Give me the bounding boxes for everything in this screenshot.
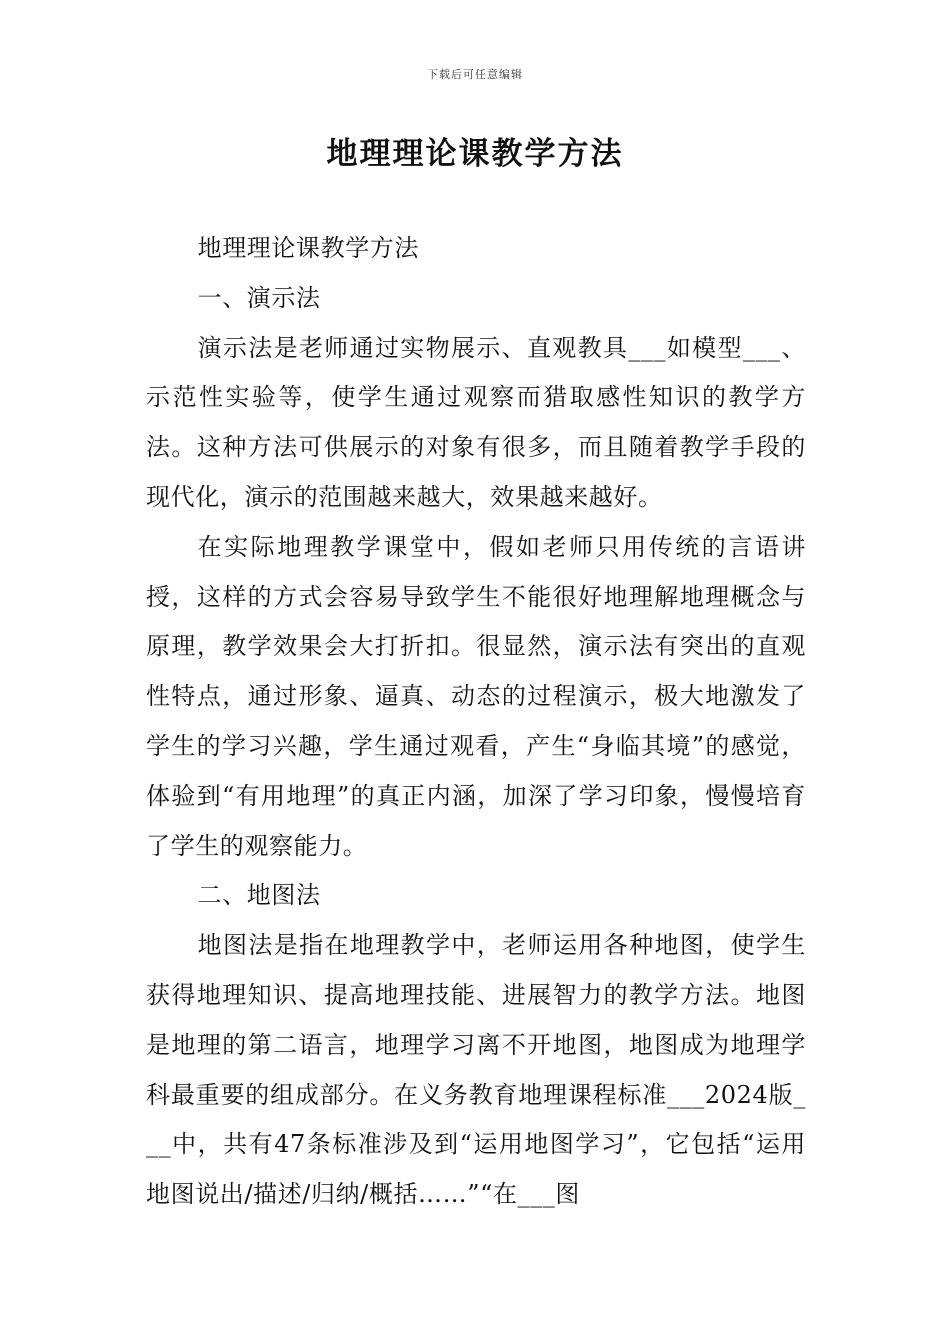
- section-heading-demonstration: 一、演示法: [197, 283, 321, 312]
- section-heading-map: 二、地图法: [197, 881, 321, 910]
- document-title: 地理理论课教学方法: [326, 136, 624, 172]
- paragraph: 演示法是老师通过实物展示、直观教具___如模型___、示范性实验等，使学生通过观察而猎取感性知识的教学方法。这种方法可供展示的对象有很多，而且随着教学手段的现代化，演示的范围越来越大，效果越来越好。: [146, 333, 806, 511]
- header-note: 下载后可任意编辑: [427, 68, 523, 81]
- paragraph: 在实际地理教学课堂中，假如老师只用传统的言语讲授，这样的方式会容易导致学生不能很好地理解地理概念与原理，教学效果会大打折扣。很显然，演示法有突出的直观性特点，通过形象、逼真、动态的过程演示，极大地激发了学生的学习兴趣，学生通过观看，产生“身临其境”的感觉，体验到“有用地理”的真正内涵，加深了学习印象，慢慢培育了学生的观察能力。: [146, 532, 806, 860]
- paragraph-subtitle: 地理理论课教学方法: [197, 234, 419, 262]
- document-body: [146, 224, 806, 1220]
- paragraph: 地图法是指在地理教学中，老师运用各种地图，使学生获得地理知识、提高地理技能、进展智力的教学方法。地图是地理的第二语言，地理学习离不开地图，地图成为地理学科最重要的组成部分。在义务教育地理课程标准___2024版___中，共有47条标准涉及到“运用地图学习”，它包括“运用地图说出/描述/归纳/概括……”“在___图: [146, 931, 806, 1209]
